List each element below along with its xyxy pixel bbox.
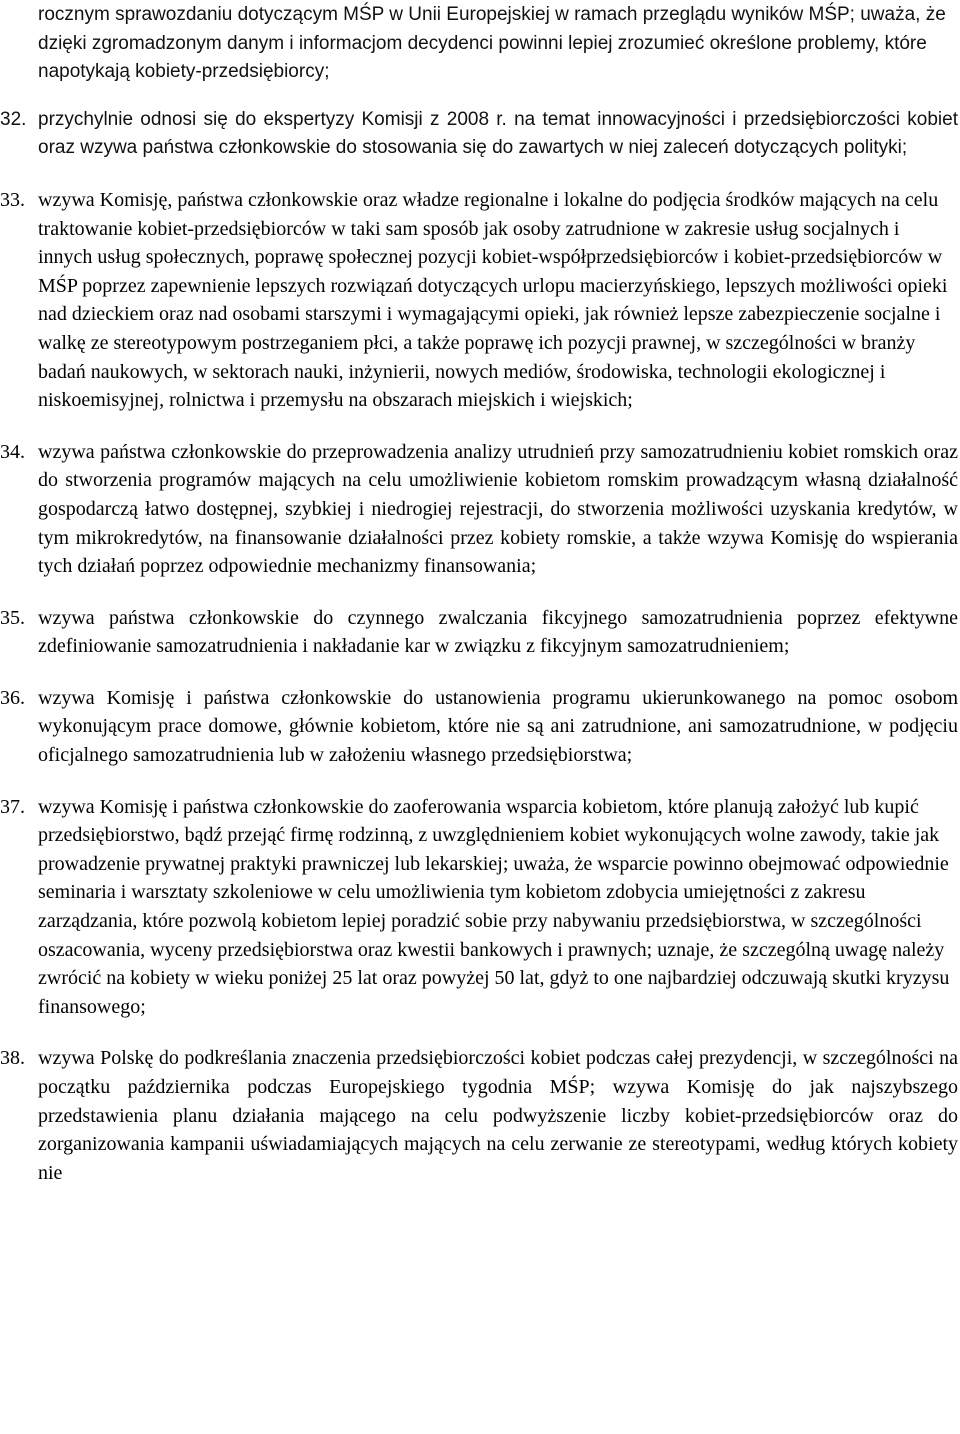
paragraph-number: 35. bbox=[0, 606, 25, 629]
paragraph-number: 37. bbox=[0, 795, 25, 818]
continuation-paragraph: rocznym sprawozdaniu dotyczącym MŚP w Unii Europejskiej w ramach przeglądu wyników MŚP; uważa, że dzięki zgromadzonym danym i informacjom decydenci powinni lepiej zrozumieć określone problemy, które napotykają kobiety-przedsiębiorcy; bbox=[38, 4, 946, 83]
paragraph-text: wzywa państwa członkowskie do czynnego zwalczania fikcyjnego samozatrudnienia poprzez efektywne zdefiniowanie samozatrudnienia i nakładanie kar w związku z fikcyjnym samozatrudnieniem; bbox=[38, 606, 958, 658]
paragraph-number: 34. bbox=[0, 440, 25, 463]
paragraph-number: 36. bbox=[0, 686, 25, 709]
paragraph-text: wzywa Komisję i państwa członkowskie do ustanowienia programu ukierunkowanego na pomoc osobom wykonującym prace domowe, głównie kobietom, które nie są ani zatrudnione, ani samozatrudnione, w podjęciu oficjalnego samozatrudnienia lub w założeniu własnego przedsiębiorstwa; bbox=[38, 686, 958, 767]
paragraph-37 bbox=[0, 793, 958, 1022]
paragraph-38 bbox=[0, 1044, 958, 1187]
paragraph-35 bbox=[0, 604, 958, 661]
paragraph-text: wzywa Komisję i państwa członkowskie do zaoferowania wsparcia kobietom, które planują założyć lub kupić przedsiębiorstwo, bądź przejąć firmę rodzinną, z uwzględnieniem kobiet wykonujących wolne zawody, takie jak prowadzenie prywatnej praktyki prawniczej lub lekarskiej; uważa, że wsparcie powinno obejmować odpowiednie seminaria i warsztaty szkoleniowe w celu umożliwienia tym kobietom zdobycia umiejętności z zakresu zarządzania, które pozwolą kobietom lepiej poradzić sobie przy nabywaniu przedsiębiorstwa, w szczególności oszacowania, wyceny przedsiębiorstwa oraz kwestii bankowych i prawnych; uznaje, że szczególną uwagę należy zwrócić na kobiety w wieku poniżej 25 lat oraz powyżej 50 lat, gdyż to one najbardziej odczuwają skutki kryzysu finansowego; bbox=[38, 795, 950, 1018]
paragraph-number: 32. bbox=[0, 108, 27, 130]
paragraph-32 bbox=[0, 106, 958, 163]
paragraph-34 bbox=[0, 438, 958, 581]
paragraph-text: wzywa państwa członkowskie do przeprowadzenia analizy utrudnień przy samozatrudnieniu kobiet romskich oraz do stworzenia programów mających na celu umożliwienie kobietom romskim prowadzącym własną działalność gospodarczą łatwo dostępnej, szybkiej i niedrogiej rejestracji, do stworzenia możliwości uzyskania kredytów, w tym mikrokredytów, na finansowanie działalności przez kobiety romskie, a także wzywa Komisję do wspierania tych działań poprzez odpowiednie mechanizmy finansowania; bbox=[38, 440, 958, 578]
paragraph-text: wzywa Polskę do podkreślania znaczenia przedsiębiorczości kobiet podczas całej prezydencji, w szczególności na początku października podczas Europejskiego tygodnia MŚP; wzywa Komisję do jak najszybszego przedstawienia planu działania mającego na celu podwyższenie liczby kobiet-przedsiębiorców oraz do zorganizowania kampanii uświadamiających mających na celu zerwanie ze stereotypami, według których kobiety nie bbox=[38, 1047, 958, 1184]
paragraph-text: przychylnie odnosi się do ekspertyzy Komisji z 2008 r. na temat innowacyjności i przedsiębiorczości kobiet oraz wzywa państwa członkowskie do stosowania się do zawartych w niej zaleceń dotyczących polityki; bbox=[38, 108, 958, 159]
paragraph-number: 38. bbox=[0, 1047, 25, 1070]
paragraph-33 bbox=[0, 186, 958, 415]
paragraph-text: wzywa Komisję, państwa członkowskie oraz władze regionalne i lokalne do podjęcia środków mających na celu traktowanie kobiet-przedsiębiorców w taki sam sposób jak osoby zatrudnione w zakresie usług socjalnych i innych usług społecznych, poprawę społecznej pozycji kobiet-współprzedsiębiorców i kobiet-przedsiębiorców w MŚP poprzez zapewnienie lepszych rozwiązań dotyczących urlopu macierzyńskiego, lepszych możliwości opieki nad dzieckiem oraz nad osobami starszymi i wymagającymi opieki, jak również lepsze zabezpieczenie socjalne i walkę ze stereotypowym postrzeganiem płci, a także poprawę ich pozycji prawnej, w szczególności w branży badań naukowych, w sektorach nauki, inżynierii, nowych mediów, środowiska, technologii ekologicznej i niskoemisyjnej, rolnictwa i przemysłu na obszarach miejskich i wiejskich; bbox=[38, 188, 948, 412]
paragraph-number: 33. bbox=[0, 188, 25, 211]
paragraph-36 bbox=[0, 684, 958, 770]
